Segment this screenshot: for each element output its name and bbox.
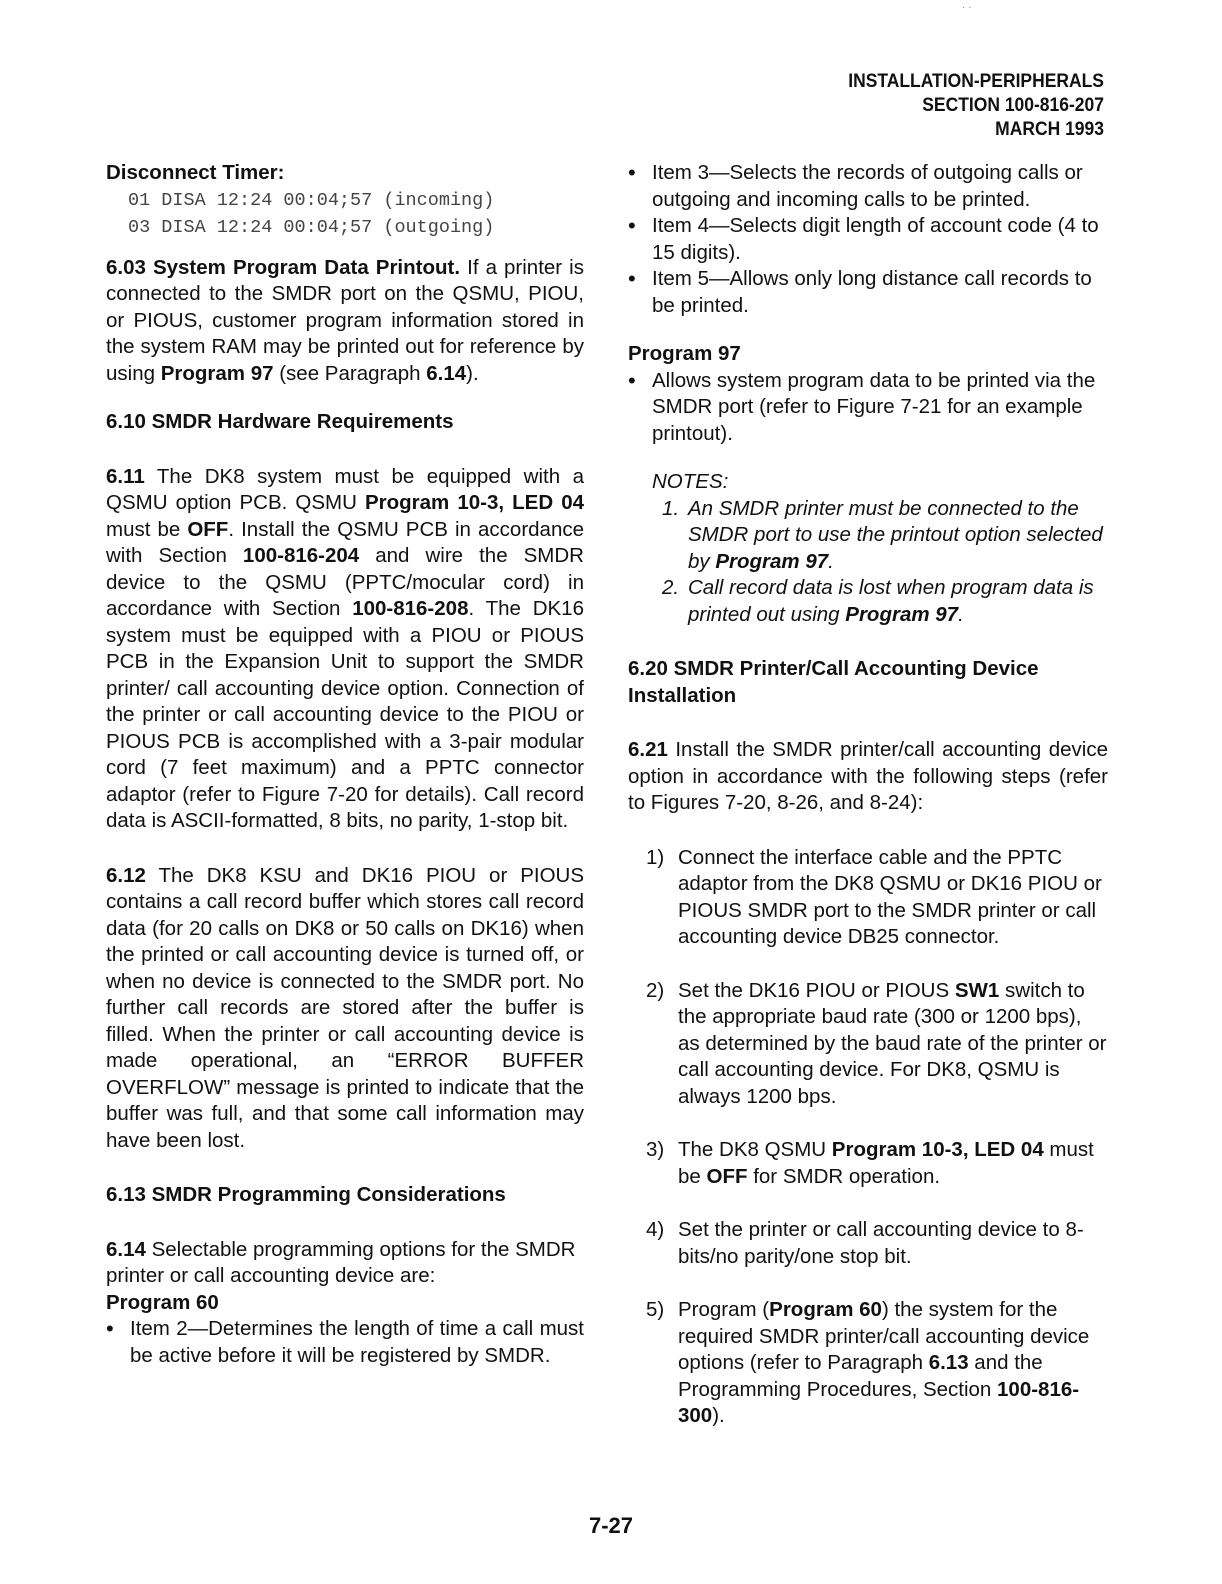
list-item: • Item 2—Determines the length of time a call must be active before it will be registered by SMDR. xyxy=(106,1316,584,1369)
disconnect-line-2: 03 DISA 12:24 00:04;57 (outgoing) xyxy=(128,216,495,238)
heading-6-13: 6.13 SMDR Programming Considerations xyxy=(106,1183,506,1206)
step-item: 3) The DK8 QSMU Program 10-3, LED 04 must be OFF for SMDR operation. xyxy=(646,1138,1094,1188)
right-column xyxy=(628,160,1108,1457)
header-title: INSTALLATION-PERIPHERALS xyxy=(848,71,1104,92)
paragraph-6-03: 6.03 System Program Data Printout. If a printer is connected to the SMDR port on the QSMU, PIOU, or PIOUS, customer program information stored in the system RAM may be printed out for reference by using Program 97 (see Paragraph 6.14). xyxy=(106,255,584,385)
step-item: 1) Connect the interface cable and the PPTC adaptor from the DK8 QSMU or DK16 PIOU or PIOUS SMDR port to the SMDR printer or call accounting device DB25 connector. xyxy=(646,845,1102,948)
scan-speck: · · xyxy=(962,2,972,13)
page-number: 7-27 xyxy=(588,1513,634,1538)
paragraph-6-14: 6.14 Selectable programming options for the SMDR printer or call accounting device are: xyxy=(106,1237,576,1287)
program-60-items-cont xyxy=(628,160,1108,319)
header-date: MARCH 1993 xyxy=(995,119,1104,140)
paragraph-6-11: 6.11 The DK8 system must be equipped with a QSMU option PCB. QSMU Program 10-3, LED 04 must be OFF. Install the QSMU PCB in accordance with Section 100-816-204 and wire the SMDR device to the QSMU (PPTC/mocular cord) in accordance with Section 100-816-208. The DK16 system must be equipped with a PIOU or PIOUS PCB in the Expansion Unit to support the SMDR printer/ call accounting device option. Connection of the printer or call accounting device to the PIOU or PIOUS PCB is accomplished with a 3-pair modular cord (7 feet maximum) and a PPTC connector adaptor (refer to Figure 7-20 for details). Call record data is ASCII-formatted, 8 bits, no parity, 1-stop bit. xyxy=(106,464,584,832)
heading-6-10: 6.10 SMDR Hardware Requirements xyxy=(106,410,454,433)
list-item: • Item 3—Selects the records of outgoing calls or outgoing and incoming calls to be printed. xyxy=(628,160,1108,213)
notes-title: NOTES: xyxy=(652,470,729,493)
list-item: • Item 4—Selects digit length of account code (4 to 15 digits). xyxy=(628,213,1108,266)
list-item: • Item 5—Allows only long distance call records to be printed. xyxy=(628,266,1108,319)
notes-block xyxy=(628,469,1108,628)
disconnect-timer-title: Disconnect Timer: xyxy=(106,161,285,184)
program-97-list xyxy=(628,368,1108,448)
header-section: SECTION 100-816-207 xyxy=(922,95,1104,116)
note-item: 1. An SMDR printer must be connected to the SMDR port to use the printout option selected by Program 97. xyxy=(662,496,1103,573)
program-60-label: Program 60 xyxy=(106,1290,219,1314)
disconnect-line-1: 01 DISA 12:24 00:04;57 (incoming) xyxy=(128,189,495,211)
installation-steps xyxy=(628,845,1108,1430)
left-column xyxy=(106,160,584,1369)
step-item: 2) Set the DK16 PIOU or PIOUS SW1 switch to the appropriate baud rate (300 or 1200 bps), as determined by the baud rate of the printer or call accounting device. For DK8, QSMU is always 1200 bps. xyxy=(646,978,1107,1108)
paragraph-6-21: 6.21 Install the SMDR printer/call accounting device option in accordance with the following steps (refer to Figures 7-20, 8-26, and 8-24): xyxy=(628,738,1108,814)
list-item: • Allows system program data to be printed via the SMDR port (refer to Figure 7-21 for an example printout). xyxy=(628,368,1108,448)
paragraph-6-12: 6.12 The DK8 KSU and DK16 PIOU or PIOUS contains a call record buffer which stores call record data (for 20 calls on DK8 or 50 calls on DK16) when the printed or call accounting device is turned off, or when no device is connected to the SMDR port. No further call records are stored after the buffer is filled. When the printer or call accounting device is made operational, an “ERROR BUFFER OVERFLOW” message is printed to indicate that the buffer was full, and that some call information may have been lost. xyxy=(106,863,584,1152)
step-item: 4) Set the printer or call accounting device to 8-bits/no parity/one stop bit. xyxy=(646,1218,1084,1268)
step-item: 5) Program (Program 60) the system for the required SMDR printer/call accounting device options (refer to Paragraph 6.13 and the Programming Procedures, Section 100-816-300). xyxy=(646,1298,1090,1427)
heading-6-20: 6.20 SMDR Printer/Call Accounting Device Installation xyxy=(628,657,1039,707)
page-header xyxy=(848,70,1104,142)
note-item: 2. Call record data is lost when program data is printed out using Program 97. xyxy=(662,576,1094,626)
program-97-label: Program 97 xyxy=(628,342,741,365)
program-60-list xyxy=(106,1316,584,1369)
